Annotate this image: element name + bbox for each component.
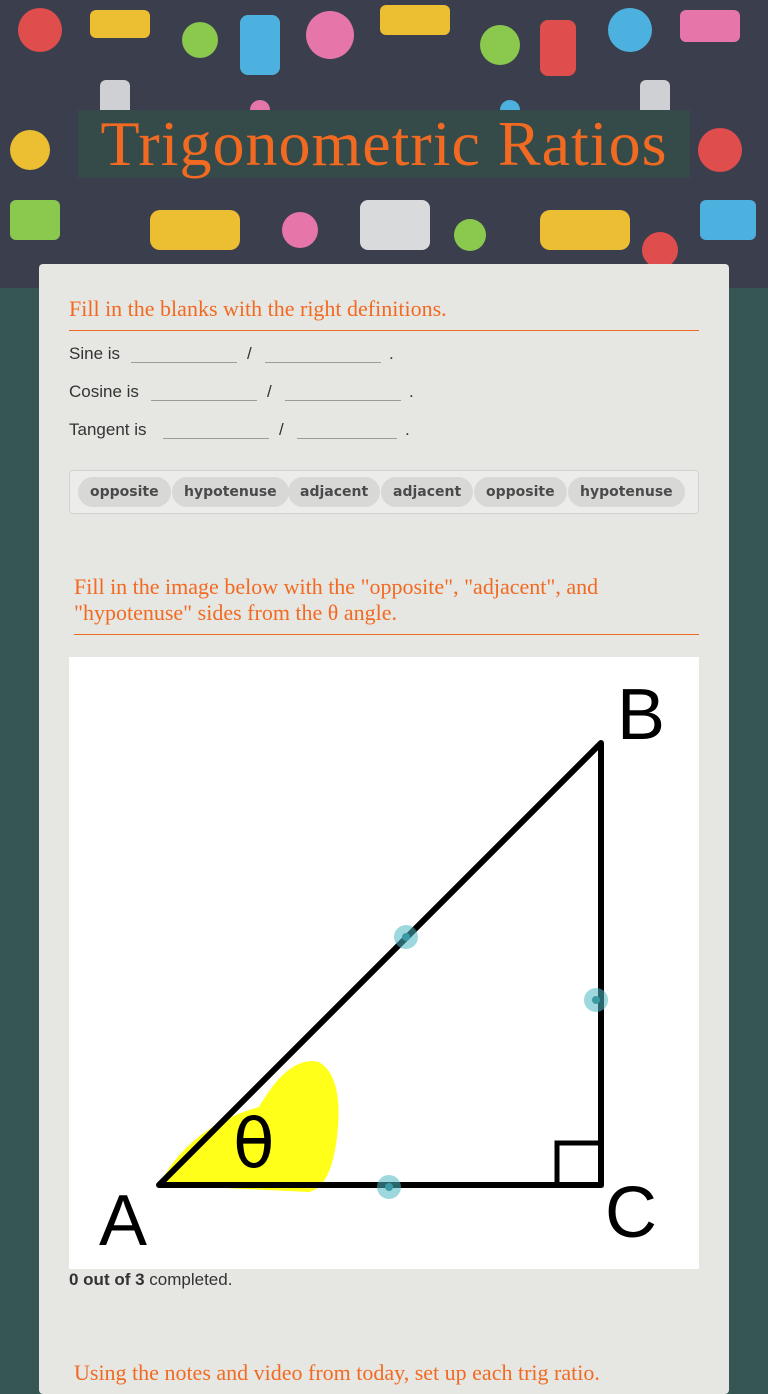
sine-blank-2[interactable] <box>265 362 381 363</box>
vertex-label-a: A <box>99 1181 148 1261</box>
progress-status <box>69 1270 232 1290</box>
cosine-label: Cosine is <box>69 382 139 401</box>
word-bank <box>69 470 699 514</box>
tangent-label: Tangent is <box>69 420 147 439</box>
progress-text: completed. <box>144 1270 233 1289</box>
word-chip-opposite[interactable]: opposite <box>78 477 171 507</box>
triangle-svg <box>69 657 699 1269</box>
section-heading-text: Fill in the blanks with the right definitions. <box>69 296 447 321</box>
tangent-end: . <box>405 420 410 439</box>
right-angle-marker <box>557 1143 601 1185</box>
sine-label: Sine is <box>69 344 121 363</box>
word-chip-adjacent[interactable]: adjacent <box>381 477 473 507</box>
sine-blank-1[interactable] <box>131 362 237 363</box>
triangle-shape <box>159 743 601 1185</box>
angle-label-theta: θ <box>233 1105 275 1184</box>
cosine-end: . <box>409 382 414 401</box>
section-heading-trig-ratios <box>74 1360 699 1390</box>
header-banner <box>0 0 768 288</box>
vertex-label-c: C <box>605 1173 657 1253</box>
cosine-slash: / <box>267 382 272 401</box>
section-heading-line-1: Fill in the image below with the "opposite", "adjacent", and <box>74 574 599 599</box>
cosine-blank-1[interactable] <box>151 400 257 401</box>
hotspot-adjacent[interactable] <box>377 1175 401 1199</box>
word-chip-adjacent[interactable]: adjacent <box>288 477 380 507</box>
hotspot-hypotenuse[interactable] <box>394 925 418 949</box>
sine-end: . <box>389 344 394 363</box>
hotspot-opposite[interactable] <box>584 988 608 1012</box>
page-title-box <box>78 110 690 178</box>
section-heading-line-2: "hypotenuse" sides from the θ angle. <box>74 600 397 625</box>
vertex-label-b: B <box>617 675 666 755</box>
section-heading-labels <box>74 574 699 635</box>
cosine-blank-2[interactable] <box>285 400 401 401</box>
word-chip-hypotenuse[interactable]: hypotenuse <box>568 477 685 507</box>
word-chip-opposite[interactable]: opposite <box>474 477 567 507</box>
word-chip-hypotenuse[interactable]: hypotenuse <box>172 477 289 507</box>
section-heading-definitions <box>69 296 699 331</box>
tangent-slash: / <box>279 420 284 439</box>
sine-slash: / <box>247 344 252 363</box>
tangent-blank-1[interactable] <box>163 438 269 439</box>
section-heading-text: Using the notes and video from today, set up each trig ratio. <box>74 1360 600 1385</box>
triangle-diagram <box>69 657 699 1269</box>
worksheet-card <box>39 264 729 1394</box>
progress-count: 0 out of 3 <box>69 1270 145 1289</box>
page-title: Trigonometric Ratios <box>100 108 668 179</box>
tangent-blank-2[interactable] <box>297 438 397 439</box>
